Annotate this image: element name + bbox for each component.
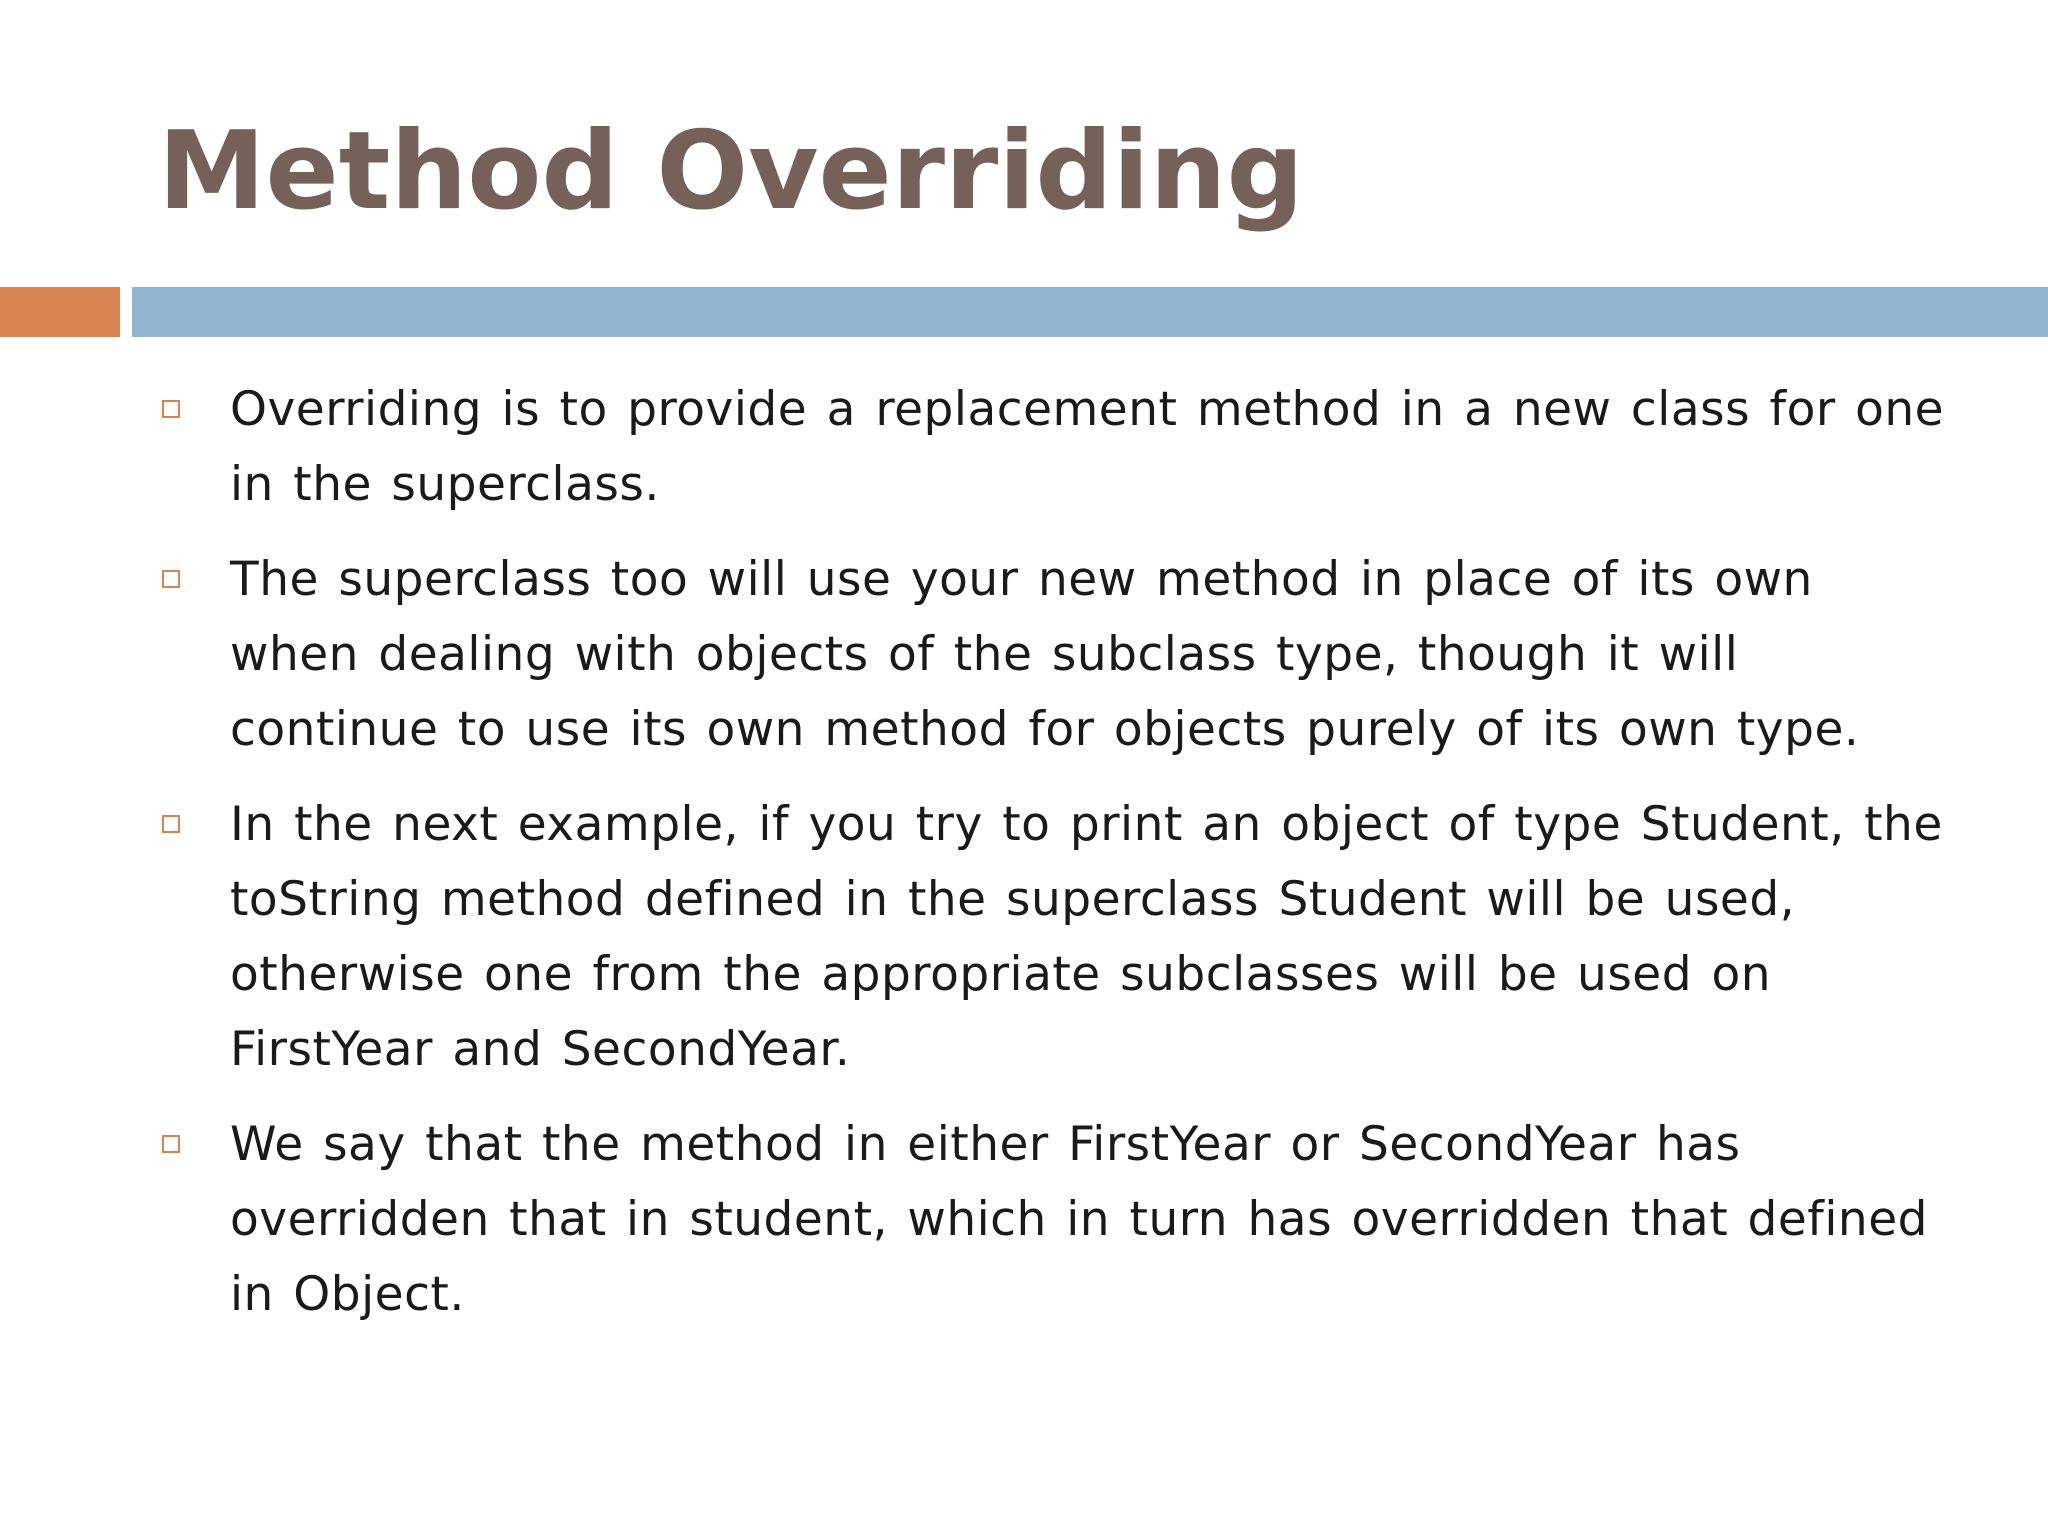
title-divider-bar [132, 287, 2048, 337]
bullet-item [160, 542, 1960, 767]
hollow-square-icon [162, 815, 180, 833]
hollow-square-icon [162, 570, 180, 588]
accent-bar [0, 287, 120, 337]
bullet-text: Overriding is to provide a replacement method in a new class for one in the superclass. [230, 382, 1945, 512]
bullet-item [160, 372, 1960, 522]
bullet-text: We say that the method in either FirstYear or SecondYear has overridden that in student, which in turn has overridden that defined in Object. [230, 1117, 1928, 1322]
hollow-square-icon [162, 400, 180, 418]
hollow-square-icon [162, 1135, 180, 1153]
bullet-text: In the next example, if you try to print an object of type Student, the toString method defined in the superclass Student will be used, otherwise one from the appropriate subclasses will be used on FirstYear and SecondYear. [230, 797, 1943, 1077]
bullet-item [160, 787, 1960, 1087]
bullet-list [160, 372, 1960, 1352]
bullet-text: The superclass too will use your new method in place of its own when dealing with objects of the subclass type, though it will continue to use its own method for objects purely of its own type. [230, 552, 1860, 757]
slide-title: Method Overriding [158, 109, 1304, 234]
bullet-item [160, 1107, 1960, 1332]
